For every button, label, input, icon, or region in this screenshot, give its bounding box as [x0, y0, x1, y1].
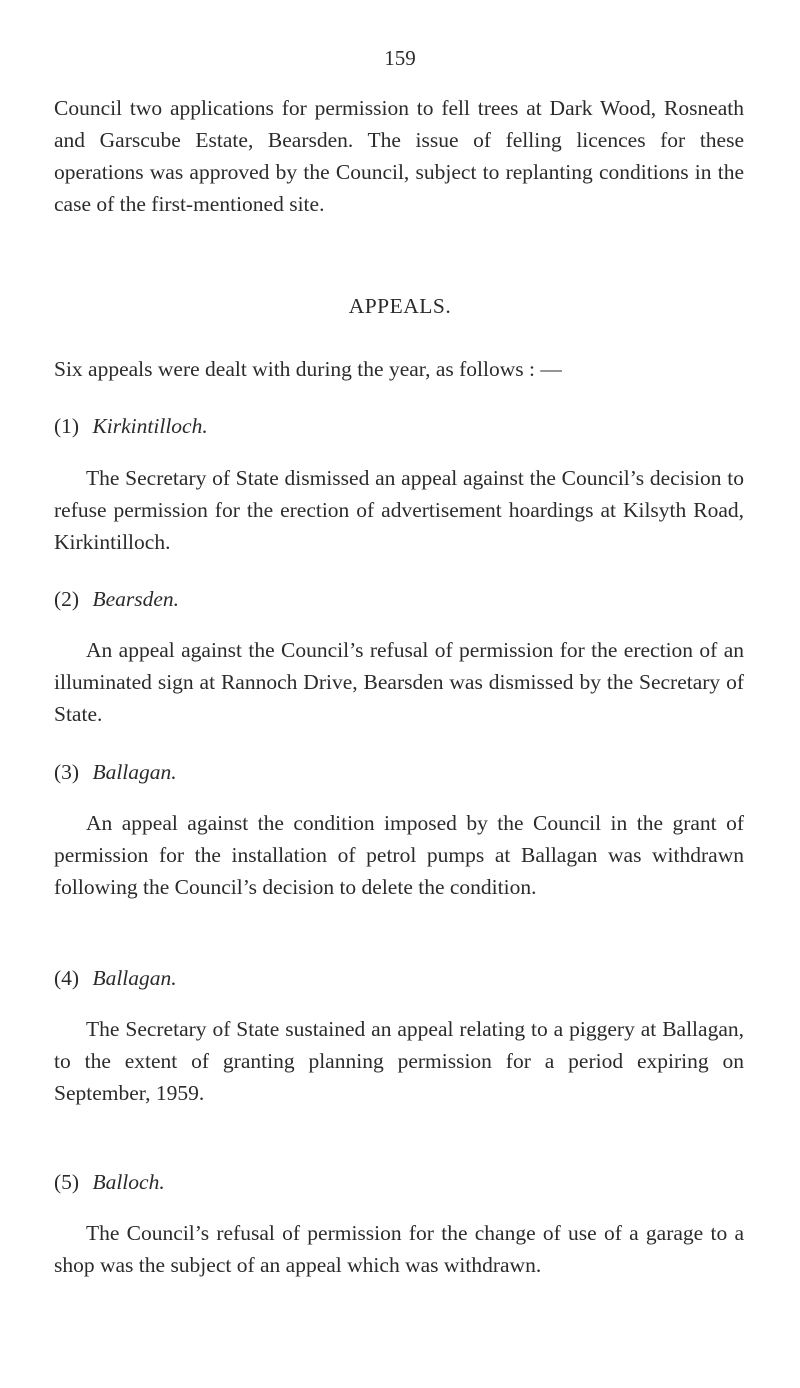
section-heading: APPEALS. — [348, 294, 452, 318]
intro-paragraph: Council two applications for permission to fell trees at Dark Wood, Rosneath and Garscube Estate, Bearsden. The issue of felling licences for these operations was approved by the Council, subject to replanting conditions in the case of the first-mentioned site. — [54, 96, 744, 216]
appeal-number: (1) — [54, 414, 80, 438]
appeal-place: Ballagan. — [92, 760, 177, 784]
appeal-number: (2) — [54, 587, 80, 611]
appeal-text: The Secretary of State dismissed an appeal against the Council’s decision to refuse permission for the erection of advertisement hoardings at Kilsyth Road, Kirkintilloch. — [54, 466, 744, 554]
appeal-number: (4) — [54, 966, 80, 990]
appeal-title — [54, 583, 179, 615]
appeal-place: Kirkintilloch. — [92, 414, 208, 438]
appeal-place: Ballagan. — [92, 966, 177, 990]
appeal-text: An appeal against the condition imposed by the Council in the grant of permission for the installation of petrol pumps at Ballagan was withdrawn following the Council’s decision to delete the condition. — [54, 811, 744, 899]
appeal-place: Balloch. — [92, 1170, 165, 1194]
appeal-number: (5) — [54, 1170, 80, 1194]
appeal-title — [54, 756, 177, 788]
appeal-text: The Council’s refusal of permission for the change of use of a garage to a shop was the subject of an appeal which was withdrawn. — [54, 1221, 744, 1277]
page-number: 159 — [384, 46, 416, 70]
appeal-number: (3) — [54, 760, 80, 784]
lead-paragraph: Six appeals were dealt with during the year, as follows : — — [54, 357, 562, 381]
appeal-text: The Secretary of State sustained an appeal relating to a piggery at Ballagan, to the extent of granting planning permission for a period expiring on September, 1959. — [54, 1017, 744, 1105]
appeal-title — [54, 410, 208, 442]
appeal-title — [54, 1166, 165, 1198]
appeal-place: Bearsden. — [92, 587, 180, 611]
appeal-title — [54, 962, 177, 994]
appeal-text: An appeal against the Council’s refusal of permission for the erection of an illuminated sign at Rannoch Drive, Bearsden was dismissed by the Secretary of State. — [54, 638, 744, 726]
